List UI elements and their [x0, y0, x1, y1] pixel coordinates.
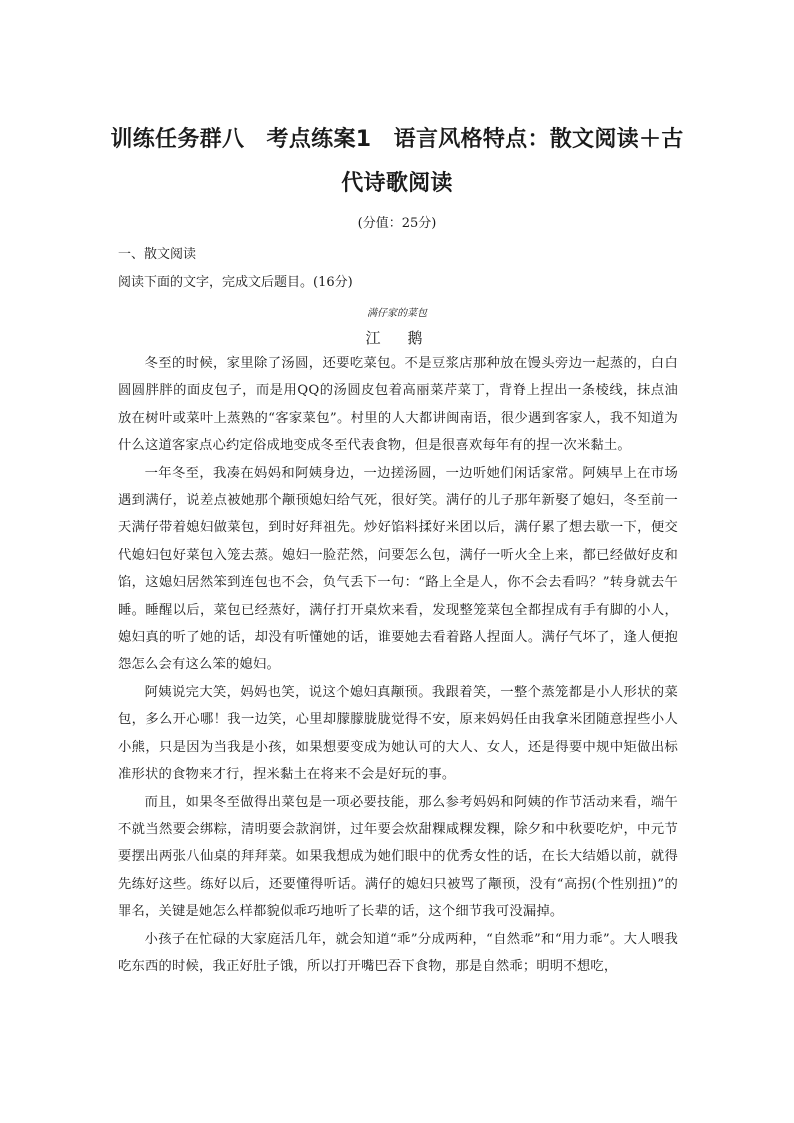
- paragraph: 一年冬至，我凑在妈妈和阿姨身边，一边搓汤圆，一边听她们闲话家常。阿姨早上在市场遇到满仔，说差点被她那个颟顸媳妇给气死，很好笑。满仔的儿子那年新娶了媳妇，冬至前一天满仔带着媳妇做菜包，到时好拜祖先。炒好馅料揉好米团以后，满仔累了想去歇一下，便交代媳妇包好菜包入笼去蒸。媳妇一脸茫然，问要怎么包，满仔一听火全上来，都已经做好皮和馅，这媳妇居然笨到连包也不会，负气丢下一句：“路上全是人，你不会去看吗？”转身就去午睡。睡醒以后，菜包已经蒸好，满仔打开桌炊来看，发现整笼菜包全都捏成有手有脚的小人，媳妇真的听了她的话，却没有听懂她的话，谁要她去看着路人捏面人。满仔气坏了，逢人便抱怨怎么会有这么笨的媳妇。: [118, 465, 678, 673]
- article-title: 满仔家的菜包: [367, 308, 427, 319]
- score-label: (分值：25分): [357, 216, 437, 231]
- article-body: [118, 350, 678, 980]
- instruction-text: 阅读下面的文字，完成文后题目。(16分): [118, 275, 353, 290]
- section-heading: 一、散文阅读: [118, 247, 197, 262]
- paragraph: 阿姨说完大笑，妈妈也笑，说这个媳妇真颟顸。我跟着笑，一整个蒸笼都是小人形状的菜包，多么开心哪！我一边笑，心里却朦朦胧胧觉得不安，原来妈妈任由我拿米团随意捏些小人小熊，只是因为当我是小孩，如果想要变成为她认可的大人、女人，还是得要中规中矩做出标准形状的食物来才行，捏米黏土在将来不会是好玩的事。: [118, 684, 678, 783]
- paragraph: 小孩子在忙碌的大家庭活几年，就会知道“乖”分成两种，“自然乖”和“用力乖”。大人喂我吃东西的时候，我正好肚子饿，所以打开嘴巴吞下食物，那是自然乖；明明不想吃，: [118, 931, 678, 974]
- page-title: 训练任务群八 考点练案1 语言风格特点：散文阅读＋古代诗歌阅读: [110, 127, 684, 196]
- paragraph: 而且，如果冬至做得出菜包是一项必要技能，那么参考妈妈和阿姨的作节活动来看，端午不就当然要会绑粽，清明要会款润饼，过年要会炊甜粿咸粿发粿，除夕和中秋要吃炉，中元节要摆出两张八仙桌的拜拜菜。如果我想成为她们眼中的优秀女性的话，在长大结婚以前，就得先练好这些。练好以后，还要懂得听话。满仔的媳妇只被骂了颟顸，没有“高拐(个性别扭)”的罪名，关键是她怎么样都貌似乖巧地听了长辈的话，这个细节我可没漏掉。: [118, 794, 678, 920]
- article-author: 江 鹅: [365, 329, 429, 347]
- paragraph: 冬至的时候，家里除了汤圆，还要吃菜包。不是豆浆店那种放在馒头旁边一起蒸的，白白圆圆胖胖的面皮包子，而是用QQ的汤圆皮包着高丽菜芹菜丁，背脊上捏出一条棱线，抹点油放在树叶或菜叶上蒸熟的“客家菜包”。村里的人大都讲闽南语，很少遇到客家人，我不知道为什么这道客家点心约定俗成地变成冬至代表食物，但是很喜欢每年有的捏一次米黏土。: [118, 356, 678, 454]
